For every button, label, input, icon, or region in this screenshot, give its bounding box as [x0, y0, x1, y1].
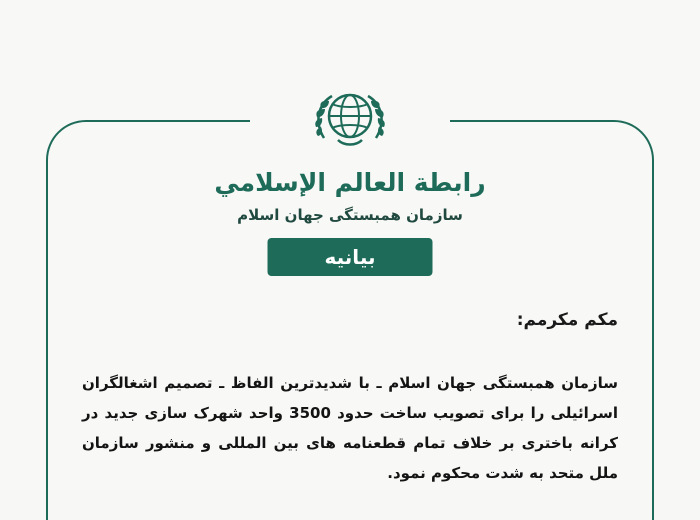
- salutation-text: مکم مکرمم:: [516, 310, 618, 330]
- statement-body: [82, 368, 618, 488]
- globe-laurel-emblem-icon: [0, 82, 700, 158]
- organization-name-arabic: رابطة العالم الإسلامي: [214, 168, 486, 197]
- statement-body-paragraph: سازمان همبستگی جهان اسلام ـ با شدیدترین الفاظ ـ تصمیم اشغالگران اسرائیلی را برای تصویب ساخت حدود 3500 واحد شهرک سازی جدید در کرانه باختری بر خلاف تمام قطعنامه های بین المللی و منشور سازمان ملل متحد به شدت محکوم نمود.: [82, 374, 619, 482]
- statement-badge: بیانیه: [268, 238, 433, 276]
- organization-name-persian: سازمان همبستگی جهان اسلام: [237, 206, 463, 224]
